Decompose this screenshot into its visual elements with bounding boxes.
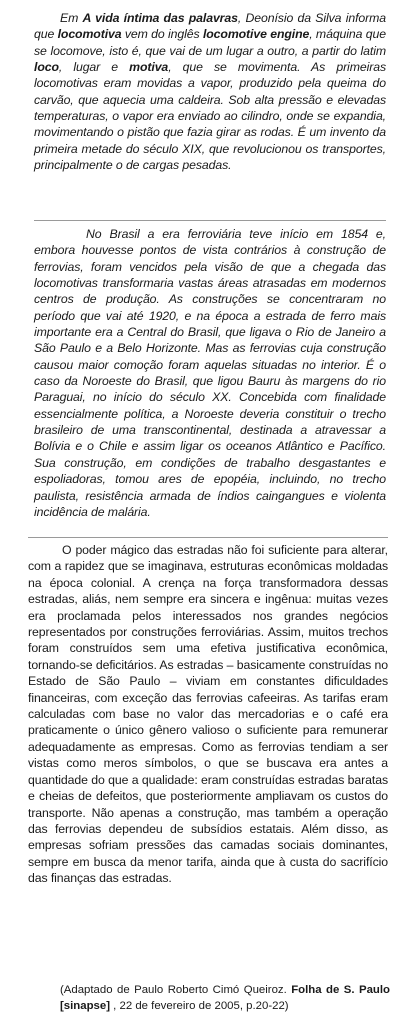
- text-run: Em: [60, 11, 83, 25]
- paragraph-2: [34, 226, 386, 520]
- text-run: O poder mágico das estradas não foi suficiente para alterar, com a rapidez que se imaginava, estruturas econômicas moldadas na época colonial. A crença na força transformadora dessas estradas, aliás, nem sempre era sincera e ingênua: muitas vezes era proclamada pelos interessados nos grandes negócios representados por construções ferroviárias. Assim, muitos trechos foram construídos sem uma efetiva justificativa econômica, tornando-se deficitários. As estradas – basicamente construídas no Estado de São Paulo – viviam em constantes dificuldades financeiras, com exceção das ferrovias cafeeiras. As tarifas eram calculadas com base no valor das mercadorias e o café era praticamente o único gênero valioso o suficiente para remunerar adequadamente as empresas. Como as ferrovias tendiam a ser vistas como meros símbolos, o que se buscava era antes a quantidade do que a qualidade: eram construídas estradas baratas e cheias de defeitos, que posteriormente ampliavam os custos do transporte. Não apenas a construção, mas também a operação das ferrovias dependeu de subsídios estatais. Além disso, as empresas sofriam pressões das camadas sociais dominantes, sempre em busca da menor tarifa, ainda que à custa do sacrifício das finanças das estradas.: [28, 543, 388, 886]
- bold-term: Folha de S. Paulo [sinapse]: [60, 984, 391, 1012]
- text-run: , máquina que se locomove, isto é, que vai de um lugar a outro, a partir do latim: [34, 27, 386, 58]
- text-run: (Adaptado de Paulo Roberto Cimó Queiroz.: [60, 984, 292, 996]
- divider: [28, 537, 388, 538]
- paragraph-1: [34, 10, 386, 173]
- bold-term: locomotiva: [57, 27, 122, 42]
- text-run: , que se movimenta. As primeiras locomotivas eram movidas a vapor, produzido pela queima do carvão, que aquecia uma caldeira. Sob alta pressão e elevadas temperaturas, o vapor era enviado ao cilindro, onde se expandia, movimentando o pistão que fazia girar as rodas. É um invento da primeira metade do século XIX, que revolucionou os transportes, principalmente o de cargas pesadas.: [34, 60, 386, 173]
- text-run: vem do inglês: [121, 27, 203, 42]
- bold-term: loco: [34, 60, 59, 75]
- text-run: No Brasil a era ferroviária teve início em 1854 e, embora houvesse pontos de vista contrários à construção de ferrovias, foram vencidos pela visão de que a chegada das locomotivas transformaria vastas áreas atrasadas em modernos centros de produção. As construções se concentraram no período que vai até 1920, e na época a estrada de ferro mais importante era a Central do Brasil, que ligava o Rio de Janeiro a São Paulo e a Belo Horizonte. Mas as ferrovias cuja construção causou maior comoção foram aquelas situadas no interior. É o caso da Noroeste do Brasil, que ligou Bauru às margens do rio Paraguai, no início do século XX. Concebida com finalidade essencialmente política, a Noroeste deveria constituir o trecho brasileiro de uma transcontinental, destinada a atravessar a Bolívia e o Chile e assim ligar os oceanos Atlântico e Pacífico. Sua construção, em condições de trabalho desgastantes e espoliadoras, tomou ares de epopéia, incluindo, no trecho paulista, resistência armada de índios caingangues e violenta incidência de malária.: [34, 227, 386, 519]
- bold-term: A vida íntima das palavras: [82, 11, 238, 25]
- text-run: , lugar e: [58, 60, 130, 75]
- source-citation: [60, 983, 390, 1014]
- text-run: , 22 de fevereiro de 2005, p.20-22): [110, 999, 289, 1012]
- bold-term: motiva: [129, 60, 169, 75]
- paragraph-3: [28, 542, 388, 887]
- divider: [34, 220, 386, 221]
- bold-term: locomotive engine: [202, 27, 310, 42]
- text-run: , Deonísio da Silva informa que: [34, 11, 387, 42]
